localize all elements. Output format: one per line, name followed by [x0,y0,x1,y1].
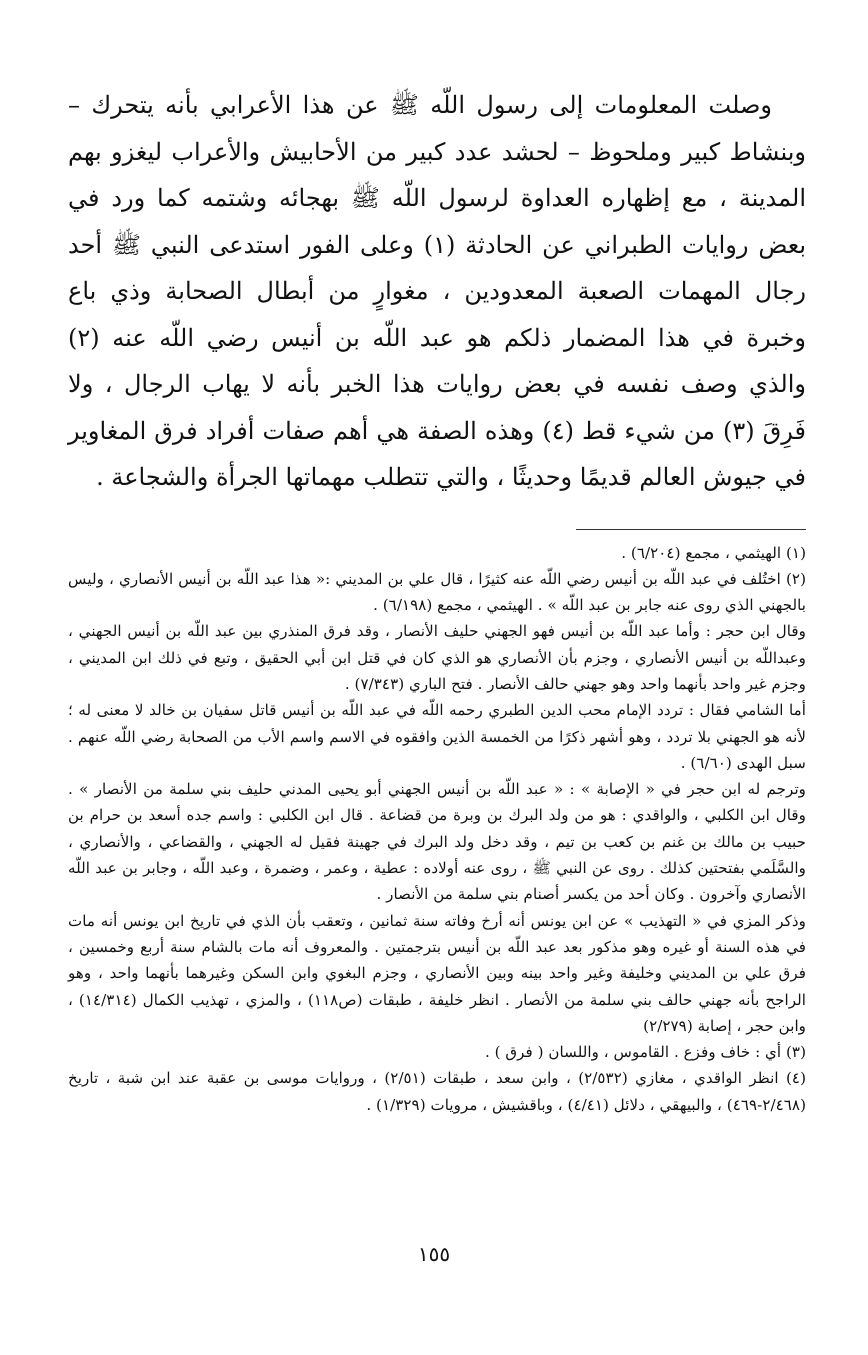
body-text [68,82,806,501]
footnote-2-shami: أما الشامي فقال : تردد الإمام محب الدين الطبري رحمه اللّه في عبد اللّه بن أنيس قاتل سفيان بن خالد لا معنى له ؛ لأنه هو الجهني بلا تردد ، وهو أشهر ذكرًا من الخمسة الذين وافقوه في الاسم واسم الأب من الصحابة رضي اللّه عنهم . سبل الهدى (٦/٦٠) . [68,701,806,772]
footnote-divider [576,529,806,530]
footnote-2-isaba: وترجم له ابن حجر في « الإصابة » : « عبد اللّه بن أنيس الجهني أبو يحيى المدني حليف بني سلمة من الأنصار » . وقال ابن الكلبي ، والواقدي : هو من ولد البرك بن وبرة من قضاعة . قال ابن الكلبي : واسم جده أسعد بن حرام بن حبيب بن مالك بن غنم بن كعب بن تيم ، وقد دخل ولد البرك في جهينة فقيل له الجهني ، والقضاعي ، والأنصاري ، والسَّلَمي بفتحتين كذلك . روى عن النبي ﷺ ، روى عنه أولاده : عطية ، وعمر ، وضمرة ، وعبد اللّه ، وجابر بن عبد اللّه الأنصاري وآخرون . وكان أحد من يكسر أصنام بني سلمة من الأنصار . [68,780,806,904]
footnote-2-ibn-hajar: وقال ابن حجر : وأما عبد اللّه بن أنيس فهو الجهني حليف الأنصار ، وقد فرق المنذري بين عبد اللّه بن أنيس الجهني ، وعبداللّه بن أنيس الأنصاري ، وجزم بأن الأنصاري هو الذي كان في قتل ابن أبي الحقيق ، وتبع في ذلك ابن المديني ، وجزم غير واحد بأنهما واحد وهو جهني حالف الأنصار . فتح الباري (٧/٣٤٣) . [68,622,806,693]
body-paragraph: وصلت المعلومات إلى رسول اللّه ﷺ عن هذا الأعرابي بأنه يتحرك – وبنشاط كبير وملحوظ – لحشد عدد كبير من الأحابيش والأعراب ليغزو بهم المدينة ، مع إظهاره العداوة لرسول اللّه ﷺ بهجائه وشتمه كما ورد في بعض روايات الطبراني عن الحادثة (١) وعلى الفور استدعى النبي ﷺ أحد رجال المهمات الصعبة المعدودين ، مغوارٍ من أبطال الصحابة وذي باع وخبرة في هذا المضمار ذلكم هو عبد اللّه بن أنيس رضي اللّه عنه (٢) والذي وصف نفسه في بعض روايات هذا الخبر بأنه لا يهاب الرجال ، ولا فَرِقَ (٣) من شيء قط (٤) وهذه الصفة هي أهم صفات أفراد فرق المغاوير في جيوش العالم قديمًا وحديثًا ، والتي تتطلب مهماتها الجرأة والشجاعة . [68,91,807,491]
page-number: ١٥٥ [417,1242,451,1266]
footnote-3: (٣) أي : خاف وفزع . القاموس ، واللسان ( فرق ) . [484,1043,806,1062]
footnote-2-mizzi: وذكر المزي في « التهذيب » عن ابن يونس أنه أرخ وفاته سنة ثمانين ، وتعقب بأن الذي في تاريخ ابن يونس أنه مات في هذه السنة أو غيره وهو مذكور بعد عبد اللّه بن أنيس بترجمتين . والمعروف أنه مات بالشام سنة أربع وخمسين ، فرق علي بن المديني وخليفة وغير واحد بينه وبين الأنصاري ، وجزم البغوي وابن السكن وغيرهما بأنهما واحد ، وهو الراجح بأنه جهني حالف بني سلمة من الأنصار . انظر خليفة ، طبقات (ص١١٨) ، والمزي ، تهذيب الكمال (١٤/٣١٤) ، وابن حجر ، إصابة (٢/٢٧٩) [68,911,806,1035]
footnote-1: (١) الهيثمي ، مجمع (٦/٢٠٤) . [621,543,806,562]
footnote-4: (٤) انظر الواقدي ، مغازي (٢/٥٣٢) ، وابن سعد ، طبقات (٢/٥١) ، وروايات موسى بن عقبة عند ابن شبة ، تاريخ (٢/٤٦٨-٤٦٩) ، والبيهقي ، دلائل (٤/٤١) ، وباقشيش ، مرويات (١/٣٢٩) . [68,1069,806,1114]
footnote-2: (٢) اختُلف في عبد اللّه بن أنيس رضي اللّه عنه كثيرًا ، قال علي بن المديني :« هذا عبد اللّه بن أنيس الأنصاري ، وليس بالجهني الذي روى عنه جابر بن عبد اللّه » . الهيثمي ، مجمع (٦/١٩٨) . [68,569,806,615]
footnotes [68,540,806,1119]
